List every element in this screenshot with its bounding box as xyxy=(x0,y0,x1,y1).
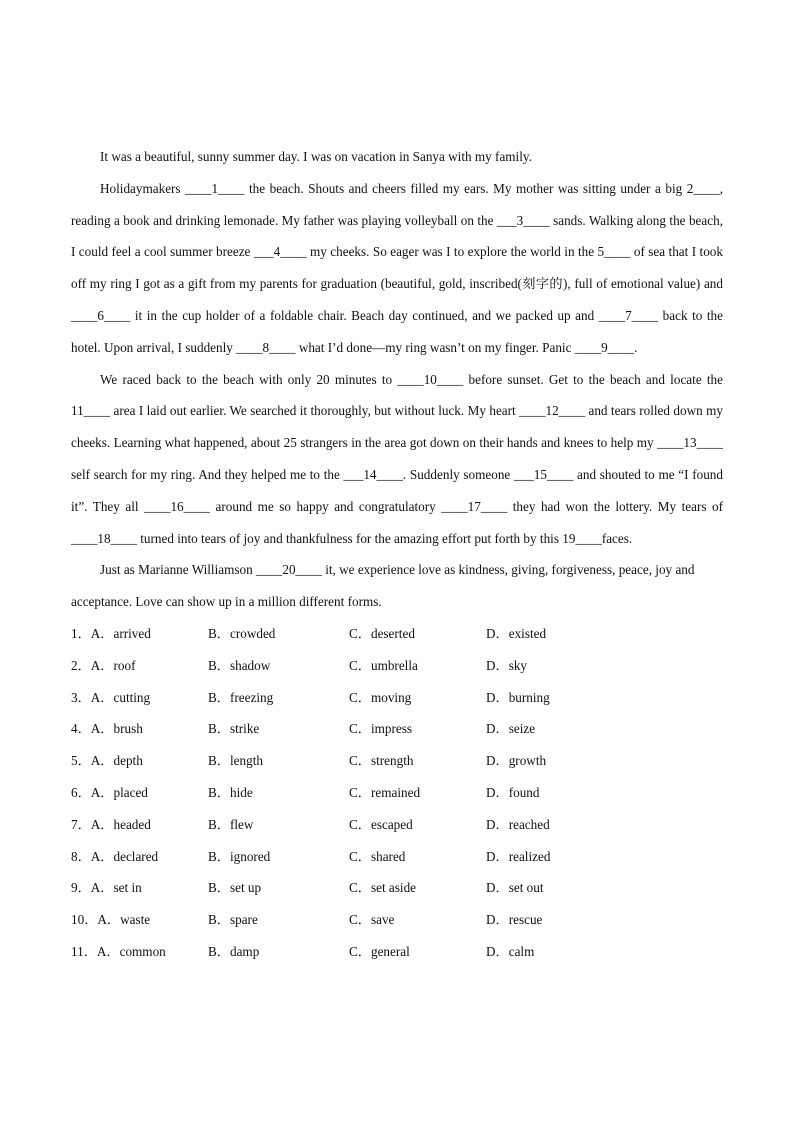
option-b: B．hide xyxy=(208,784,253,800)
option-d: D．found xyxy=(486,784,540,800)
option-c: C．set aside xyxy=(349,880,417,896)
option-d: D．seize xyxy=(486,721,536,737)
question-number: 7． xyxy=(71,816,91,832)
option-d: D．realized xyxy=(486,848,551,864)
option-d: D．set out xyxy=(486,880,544,896)
passage-intro: It was a beautiful, sunny summer day. I was on vacation in Sanya with my family. xyxy=(100,149,532,164)
option-b: B．damp xyxy=(208,943,260,959)
option-a: A．cutting xyxy=(90,689,151,705)
option-c: C．general xyxy=(349,943,410,959)
option-d: D．rescue xyxy=(486,912,543,928)
option-b: B．ignored xyxy=(208,848,271,864)
question-number: 8． xyxy=(71,848,91,864)
option-row-8 xyxy=(71,841,723,873)
option-b: B．spare xyxy=(208,912,258,928)
option-a: A．waste xyxy=(97,912,151,928)
question-number: 10． xyxy=(71,912,98,928)
option-a: A．placed xyxy=(90,784,148,800)
option-row-4 xyxy=(71,713,723,745)
option-c: C．umbrella xyxy=(349,657,418,673)
option-d: D．growth xyxy=(486,753,547,769)
option-c: C．remained xyxy=(349,784,421,800)
option-a: A．brush xyxy=(90,721,143,737)
passage-paragraph-1: Holidaymakers ____1____ the beach. Shouts and cheers filled my ears. My mother was sitting under a big 2____, reading a book and drinking lemonade. My father was playing volleyball on the ___3____ sands. Walking along the beach, I could feel a cool summer breeze ___4____ my cheeks. So eager was I to explore the world in the 5____ of sea that I took off my ring I got as a gift from my parents for graduation (beautiful, gold, inscribed(刻字的), full of emotional value) and ____6____ it in the cup holder of a foldable chair. Beach day continued, and we packed up and ____7____ back to the hotel. Upon arrival, I suddenly ____8____ what I’d done—my ring wasn’t on my finger. Panic ____9____. xyxy=(71,180,723,355)
option-a: A．roof xyxy=(90,657,136,673)
question-number: 2． xyxy=(71,657,91,673)
document-page xyxy=(71,141,723,968)
option-b: B．crowded xyxy=(208,625,276,641)
option-a: A．headed xyxy=(90,816,151,832)
option-b: B．strike xyxy=(208,721,260,737)
option-a: A．set in xyxy=(90,880,142,896)
question-number: 1． xyxy=(71,625,91,641)
option-a: A．arrived xyxy=(90,625,151,641)
option-c: C．deserted xyxy=(349,625,415,641)
question-number: 9． xyxy=(71,880,91,896)
option-row-7 xyxy=(71,809,723,841)
option-d: D．burning xyxy=(486,689,550,705)
option-c: C．escaped xyxy=(349,816,413,832)
question-number: 3． xyxy=(71,689,91,705)
passage-paragraph-3: Just as Marianne Williamson ____20____ it, we experience love as kindness, giving, forgiveness, peace, joy and acceptance. Love can show up in a million different forms. xyxy=(71,562,695,610)
option-row-11 xyxy=(71,936,723,968)
option-c: C．moving xyxy=(349,689,412,705)
option-row-1 xyxy=(71,618,723,650)
option-a: A．declared xyxy=(90,848,159,864)
option-d: D．reached xyxy=(486,816,550,832)
option-a: A．depth xyxy=(90,753,143,769)
option-row-5 xyxy=(71,745,723,777)
option-b: B．set up xyxy=(208,880,262,896)
options-list xyxy=(71,618,723,968)
option-b: B．freezing xyxy=(208,689,274,705)
question-number: 6． xyxy=(71,784,91,800)
option-b: B．flew xyxy=(208,816,254,832)
option-d: D．existed xyxy=(486,625,547,641)
option-b: B．length xyxy=(208,753,263,769)
question-number: 4． xyxy=(71,721,91,737)
question-number: 5． xyxy=(71,753,91,769)
option-c: C．strength xyxy=(349,753,414,769)
passage-paragraph-2: We raced back to the beach with only 20 minutes to ____10____ before sunset. Get to the beach and locate the 11____ area I laid out earlier. We searched it thoroughly, but without luck. My heart ____12____ and tears rolled down my cheeks. Learning what happened, about 25 strangers in the area got down on their hands and knees to help my ____13____ self search for my ring. And they helped me to the ___14____. Suddenly someone ___15____ and shouted to me “I found it”. They all ____16____ around me so happy and congratulatory ____17____ they had won the lottery. My tears of ____18____ turned into tears of joy and thankfulness for the amazing effort put forth by this 19____faces. xyxy=(71,371,723,546)
option-c: C．impress xyxy=(349,721,413,737)
option-row-10 xyxy=(71,904,723,936)
option-row-9 xyxy=(71,872,723,904)
option-c: C．save xyxy=(349,912,395,928)
option-d: D．sky xyxy=(486,657,528,673)
option-row-2 xyxy=(71,650,723,682)
option-a: A．common xyxy=(96,943,166,959)
question-number: 11． xyxy=(71,943,97,959)
option-row-3 xyxy=(71,682,723,714)
option-b: B．shadow xyxy=(208,657,271,673)
option-row-6 xyxy=(71,777,723,809)
option-d: D．calm xyxy=(486,943,535,959)
option-c: C．shared xyxy=(349,848,406,864)
